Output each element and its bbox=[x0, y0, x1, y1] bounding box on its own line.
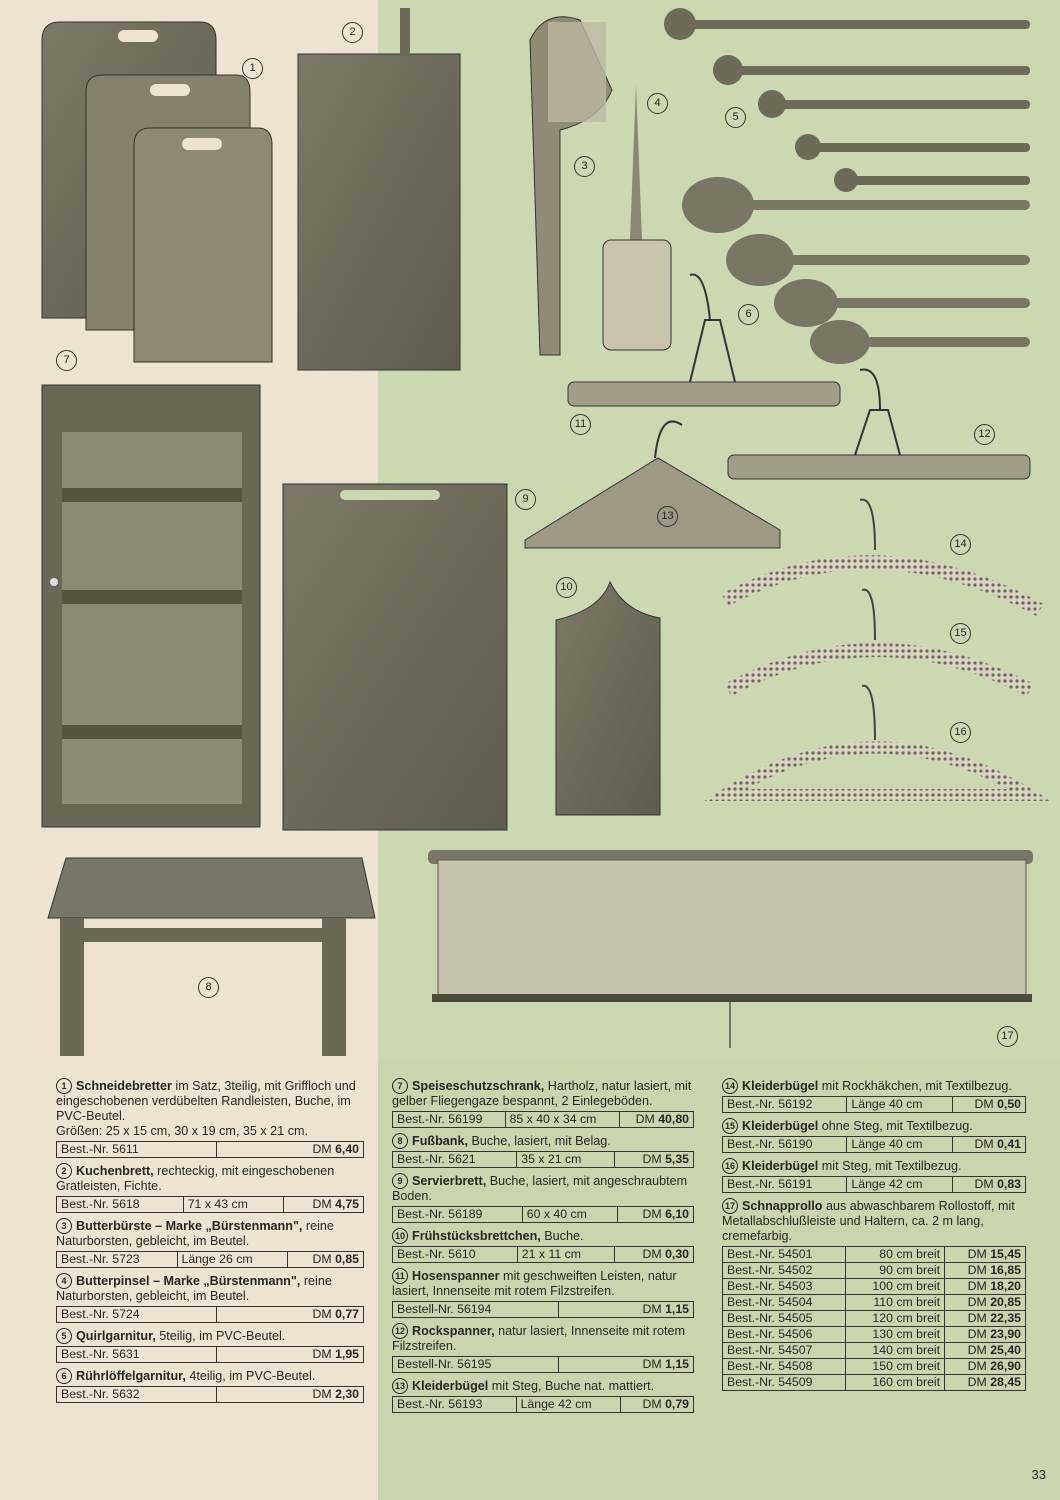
entry-9 bbox=[392, 1173, 694, 1223]
currency: DM bbox=[642, 1152, 662, 1166]
roller-blind-order-table bbox=[722, 1246, 1026, 1391]
currency: DM bbox=[642, 1247, 662, 1261]
product-name: Kuchenbrett, bbox=[76, 1164, 154, 1178]
product-size: 160 cm breit bbox=[845, 1375, 945, 1391]
entry-6 bbox=[56, 1368, 364, 1403]
table-row bbox=[723, 1263, 1026, 1279]
item-label-6: 6 bbox=[738, 304, 759, 325]
butter-brush-image bbox=[530, 17, 612, 355]
order-table bbox=[722, 1176, 1026, 1193]
product-size: 110 cm breit bbox=[845, 1295, 945, 1311]
entry-number: 15 bbox=[722, 1118, 738, 1134]
entry-number: 7 bbox=[392, 1078, 408, 1094]
product-description: mit Steg, mit Textilbezug. bbox=[818, 1159, 962, 1173]
price: 5,35 bbox=[665, 1152, 689, 1166]
currency: DM bbox=[642, 1207, 662, 1221]
product-size: 80 cm breit bbox=[845, 1247, 945, 1263]
description-column-2 bbox=[392, 1078, 694, 1418]
item-label-2: 2 bbox=[342, 22, 363, 43]
product-name: Frühstücksbrettchen, bbox=[412, 1229, 541, 1243]
price: 23,90 bbox=[990, 1327, 1021, 1341]
order-table bbox=[392, 1246, 694, 1263]
currency: DM bbox=[967, 1311, 987, 1325]
table-row bbox=[723, 1279, 1026, 1295]
entry-2 bbox=[56, 1163, 364, 1213]
order-table bbox=[392, 1206, 694, 1223]
breakfast-board-image bbox=[556, 582, 660, 815]
item-label-3: 3 bbox=[574, 156, 595, 177]
item-label-9: 9 bbox=[515, 489, 536, 510]
product-size: 90 cm breit bbox=[845, 1263, 945, 1279]
price: 15,45 bbox=[990, 1247, 1021, 1261]
entry-1 bbox=[56, 1078, 364, 1158]
item-label-17: 17 bbox=[997, 1026, 1018, 1047]
product-name: Speiseschutzschrank, bbox=[412, 1079, 545, 1093]
product-name: Kleiderbügel bbox=[412, 1379, 489, 1393]
order-table bbox=[392, 1396, 694, 1413]
price: 22,35 bbox=[990, 1311, 1021, 1325]
product-name: Rockspanner, bbox=[412, 1324, 495, 1338]
product-description: 5teilig, im PVC-Beutel. bbox=[155, 1329, 286, 1343]
price: 20,85 bbox=[990, 1295, 1021, 1309]
item-label-14: 14 bbox=[950, 534, 971, 555]
product-size: Länge 40 cm bbox=[847, 1097, 953, 1113]
item-label-5: 5 bbox=[725, 107, 746, 128]
entry-11 bbox=[392, 1268, 694, 1318]
cutting-boards-image bbox=[42, 22, 272, 362]
entry-number: 4 bbox=[56, 1273, 72, 1289]
order-number: Best.-Nr. 54505 bbox=[723, 1311, 846, 1327]
product-size: Länge 42 cm bbox=[847, 1177, 953, 1193]
product-description: mit Steg, Buche nat. mattiert. bbox=[488, 1379, 655, 1393]
item-label-10: 10 bbox=[556, 577, 577, 598]
currency: DM bbox=[967, 1375, 987, 1389]
product-size: 71 x 43 cm bbox=[183, 1197, 283, 1213]
entry-5 bbox=[56, 1328, 364, 1363]
item-label-13: 13 bbox=[657, 506, 678, 527]
item-label-11: 11 bbox=[570, 414, 591, 435]
product-size: 120 cm breit bbox=[845, 1311, 945, 1327]
wooden-hanger-image bbox=[525, 421, 780, 548]
butter-pinsel-image bbox=[603, 85, 671, 350]
product-name: Butterbürste – Marke „Bürstenmann", bbox=[76, 1219, 303, 1233]
price: 1,15 bbox=[665, 1357, 689, 1371]
price: 1,15 bbox=[665, 1302, 689, 1316]
product-size: Länge 40 cm bbox=[847, 1137, 953, 1153]
currency: DM bbox=[967, 1327, 987, 1341]
currency: DM bbox=[967, 1359, 987, 1373]
entry-17 bbox=[722, 1198, 1026, 1391]
product-size: 21 x 11 cm bbox=[517, 1247, 614, 1263]
product-description: Hartholz, natur lasiert, mit gelber Fliegengaze bespannt, 2 Einlegeböden. bbox=[392, 1079, 692, 1108]
product-name: Quirlgarnitur, bbox=[76, 1329, 156, 1343]
product-size: 150 cm breit bbox=[845, 1359, 945, 1375]
table-row bbox=[723, 1375, 1026, 1391]
order-number: Bestell-Nr. 56194 bbox=[393, 1302, 559, 1318]
entry-8 bbox=[392, 1133, 694, 1168]
product-size: 130 cm breit bbox=[845, 1327, 945, 1343]
product-description: aus abwaschbarem Rollostoff, mit Metallabschlußleiste und Haltern, ca. 2 m lang, cremefarbig. bbox=[722, 1199, 1015, 1243]
entry-number: 16 bbox=[722, 1158, 738, 1174]
price: 2,30 bbox=[335, 1387, 359, 1401]
order-table bbox=[56, 1141, 364, 1158]
order-number: Best.-Nr. 5618 bbox=[57, 1197, 184, 1213]
currency: DM bbox=[312, 1142, 332, 1156]
product-name: Servierbrett, bbox=[412, 1174, 487, 1188]
price: 0,79 bbox=[665, 1397, 689, 1411]
currency: DM bbox=[312, 1252, 332, 1266]
whisk-set-image bbox=[664, 8, 1030, 192]
entry-number: 8 bbox=[392, 1133, 408, 1149]
order-number: Bestell-Nr. 56195 bbox=[393, 1357, 559, 1373]
description-column-1 bbox=[56, 1078, 364, 1408]
product-name: Rührlöffelgarnitur, bbox=[76, 1369, 186, 1383]
currency: DM bbox=[974, 1137, 994, 1151]
product-name: Hosenspanner bbox=[412, 1269, 500, 1283]
product-size: 140 cm breit bbox=[845, 1343, 945, 1359]
entry-13 bbox=[392, 1378, 694, 1413]
table-row bbox=[723, 1247, 1026, 1263]
product-size: 60 x 40 cm bbox=[522, 1207, 617, 1223]
product-description: Buche, lasiert, mit Belag. bbox=[467, 1134, 611, 1148]
product-size: 35 x 21 cm bbox=[517, 1152, 615, 1168]
product-size: Länge 26 cm bbox=[177, 1252, 287, 1268]
footstool-image bbox=[48, 858, 375, 1056]
price: 6,40 bbox=[335, 1142, 359, 1156]
entry-number: 17 bbox=[722, 1198, 738, 1214]
order-number: Best.-Nr. 56190 bbox=[723, 1137, 847, 1153]
currency: DM bbox=[642, 1302, 662, 1316]
product-description: im Satz, 3teilig, mit Griffloch und eingeschobenen verdübelten Randleisten, Buche, im PVC-Beutel. bbox=[56, 1079, 356, 1123]
price: 0,30 bbox=[665, 1247, 689, 1261]
order-number: Best.-Nr. 5631 bbox=[57, 1347, 217, 1363]
description-column-3 bbox=[722, 1078, 1026, 1396]
item-label-12: 12 bbox=[974, 424, 995, 445]
currency: DM bbox=[967, 1295, 987, 1309]
price: 0,85 bbox=[335, 1252, 359, 1266]
currency: DM bbox=[635, 1112, 655, 1126]
food-cabinet-image bbox=[42, 385, 260, 827]
product-sizes: Größen: 25 x 15 cm, 30 x 19 cm, 35 x 21 cm. bbox=[56, 1124, 308, 1138]
entry-12 bbox=[392, 1323, 694, 1373]
order-number: Best.-Nr. 5611 bbox=[57, 1142, 217, 1158]
order-table bbox=[392, 1301, 694, 1318]
order-table bbox=[56, 1306, 364, 1323]
order-number: Best.-Nr. 5610 bbox=[393, 1247, 518, 1263]
order-number: Best.-Nr. 5724 bbox=[57, 1307, 217, 1323]
price: 18,20 bbox=[990, 1279, 1021, 1293]
item-label-1: 1 bbox=[242, 58, 263, 79]
product-description: Buche. bbox=[540, 1229, 584, 1243]
item-label-8: 8 bbox=[198, 977, 219, 998]
item-label-15: 15 bbox=[950, 623, 971, 644]
price: 4,75 bbox=[335, 1197, 359, 1211]
entry-3 bbox=[56, 1218, 364, 1268]
product-description: Buche, lasiert, mit angeschraubtem Boden. bbox=[392, 1174, 688, 1203]
product-name: Butterpinsel – Marke „Bürstenmann", bbox=[76, 1274, 301, 1288]
order-table bbox=[56, 1196, 364, 1213]
order-number: Best.-Nr. 56192 bbox=[723, 1097, 847, 1113]
product-name: Kleiderbügel bbox=[742, 1159, 819, 1173]
product-description: reine Naturborsten, gebleicht, im Beutel. bbox=[56, 1219, 334, 1248]
order-number: Best.-Nr. 56189 bbox=[393, 1207, 523, 1223]
currency: DM bbox=[312, 1197, 332, 1211]
order-number: Best.-Nr. 54509 bbox=[723, 1375, 846, 1391]
entry-15 bbox=[722, 1118, 1026, 1153]
order-table bbox=[392, 1151, 694, 1168]
entry-number: 6 bbox=[56, 1368, 72, 1384]
cake-board-image bbox=[298, 8, 460, 370]
entry-number: 1 bbox=[56, 1078, 72, 1094]
entry-number: 14 bbox=[722, 1078, 738, 1094]
entry-7 bbox=[392, 1078, 694, 1128]
order-table bbox=[56, 1386, 364, 1403]
order-number: Best.-Nr. 56199 bbox=[393, 1112, 506, 1128]
table-row bbox=[723, 1295, 1026, 1311]
order-number: Best.-Nr. 54504 bbox=[723, 1295, 846, 1311]
currency: DM bbox=[312, 1387, 332, 1401]
entry-number: 13 bbox=[392, 1378, 408, 1394]
order-number: Best.-Nr. 5621 bbox=[393, 1152, 517, 1168]
price: 6,10 bbox=[665, 1207, 689, 1221]
price: 0,41 bbox=[997, 1137, 1021, 1151]
product-description: mit Rockhäkchen, mit Textilbezug. bbox=[818, 1079, 1012, 1093]
order-number: Best.-Nr. 54506 bbox=[723, 1327, 846, 1343]
serving-tray-image bbox=[283, 484, 507, 830]
entry-number: 2 bbox=[56, 1163, 72, 1179]
stirring-spoon-set-image bbox=[682, 177, 1030, 364]
entry-number: 5 bbox=[56, 1328, 72, 1344]
price: 0,83 bbox=[997, 1177, 1021, 1191]
order-table bbox=[722, 1096, 1026, 1113]
order-number: Best.-Nr. 5723 bbox=[57, 1252, 178, 1268]
entry-number: 12 bbox=[392, 1323, 408, 1339]
currency: DM bbox=[642, 1357, 662, 1371]
entry-10 bbox=[392, 1228, 694, 1263]
order-number: Best.-Nr. 54501 bbox=[723, 1247, 846, 1263]
product-description: rechteckig, mit eingeschobenen Gratleisten, Fichte. bbox=[56, 1164, 335, 1193]
currency: DM bbox=[974, 1177, 994, 1191]
order-table bbox=[392, 1111, 694, 1128]
entry-number: 11 bbox=[392, 1268, 408, 1284]
order-number: Best.-Nr. 54508 bbox=[723, 1359, 846, 1375]
product-size: 85 x 40 x 34 cm bbox=[505, 1112, 619, 1128]
product-description: 4teilig, im PVC-Beutel. bbox=[185, 1369, 316, 1383]
entry-number: 10 bbox=[392, 1228, 408, 1244]
currency: DM bbox=[967, 1263, 987, 1277]
order-table bbox=[722, 1136, 1026, 1153]
table-row bbox=[723, 1311, 1026, 1327]
currency: DM bbox=[967, 1247, 987, 1261]
table-row bbox=[723, 1343, 1026, 1359]
entry-14 bbox=[722, 1078, 1026, 1113]
currency: DM bbox=[974, 1097, 994, 1111]
price: 0,50 bbox=[997, 1097, 1021, 1111]
entry-4 bbox=[56, 1273, 364, 1323]
price: 1,95 bbox=[335, 1347, 359, 1361]
price: 28,45 bbox=[990, 1375, 1021, 1389]
order-table bbox=[56, 1346, 364, 1363]
roller-blind-image bbox=[428, 850, 1033, 1048]
price: 40,80 bbox=[658, 1112, 689, 1126]
page-number: 33 bbox=[1031, 1467, 1046, 1482]
entry-number: 9 bbox=[392, 1173, 408, 1189]
product-description: mit geschweiften Leisten, natur lasiert, Innenseite mit rotem Filzstreifen. bbox=[392, 1269, 677, 1298]
price: 25,40 bbox=[990, 1343, 1021, 1357]
product-description: ohne Steg, mit Textilbezug. bbox=[818, 1119, 973, 1133]
order-number: Best.-Nr. 5632 bbox=[57, 1387, 217, 1403]
product-name: Schnapprollo bbox=[742, 1199, 823, 1213]
product-name: Kleiderbügel bbox=[742, 1079, 819, 1093]
order-number: Best.-Nr. 54502 bbox=[723, 1263, 846, 1279]
product-name: Kleiderbügel bbox=[742, 1119, 819, 1133]
product-description: reine Naturborsten, gebleicht, im Beutel. bbox=[56, 1274, 332, 1303]
order-number: Best.-Nr. 54503 bbox=[723, 1279, 846, 1295]
currency: DM bbox=[642, 1397, 662, 1411]
product-size: Länge 42 cm bbox=[516, 1397, 621, 1413]
price: 0,77 bbox=[335, 1307, 359, 1321]
item-label-16: 16 bbox=[950, 722, 971, 743]
table-row bbox=[723, 1359, 1026, 1375]
entry-16 bbox=[722, 1158, 1026, 1193]
price: 16,85 bbox=[990, 1263, 1021, 1277]
order-table bbox=[56, 1251, 364, 1268]
product-size: 100 cm breit bbox=[845, 1279, 945, 1295]
order-number: Best.-Nr. 56191 bbox=[723, 1177, 847, 1193]
entry-number: 3 bbox=[56, 1218, 72, 1234]
price: 26,90 bbox=[990, 1359, 1021, 1373]
currency: DM bbox=[312, 1347, 332, 1361]
order-number: Best.-Nr. 54507 bbox=[723, 1343, 846, 1359]
currency: DM bbox=[967, 1343, 987, 1357]
currency: DM bbox=[967, 1279, 987, 1293]
table-row bbox=[723, 1327, 1026, 1343]
product-name: Schneidebretter bbox=[76, 1079, 172, 1093]
product-name: Fußbank, bbox=[412, 1134, 468, 1148]
order-table bbox=[392, 1356, 694, 1373]
currency: DM bbox=[312, 1307, 332, 1321]
item-label-7: 7 bbox=[56, 350, 77, 371]
product-description: natur lasiert, Innenseite mit rotem Filzstreifen. bbox=[392, 1324, 685, 1353]
order-number: Best.-Nr. 56193 bbox=[393, 1397, 517, 1413]
item-label-4: 4 bbox=[647, 93, 668, 114]
